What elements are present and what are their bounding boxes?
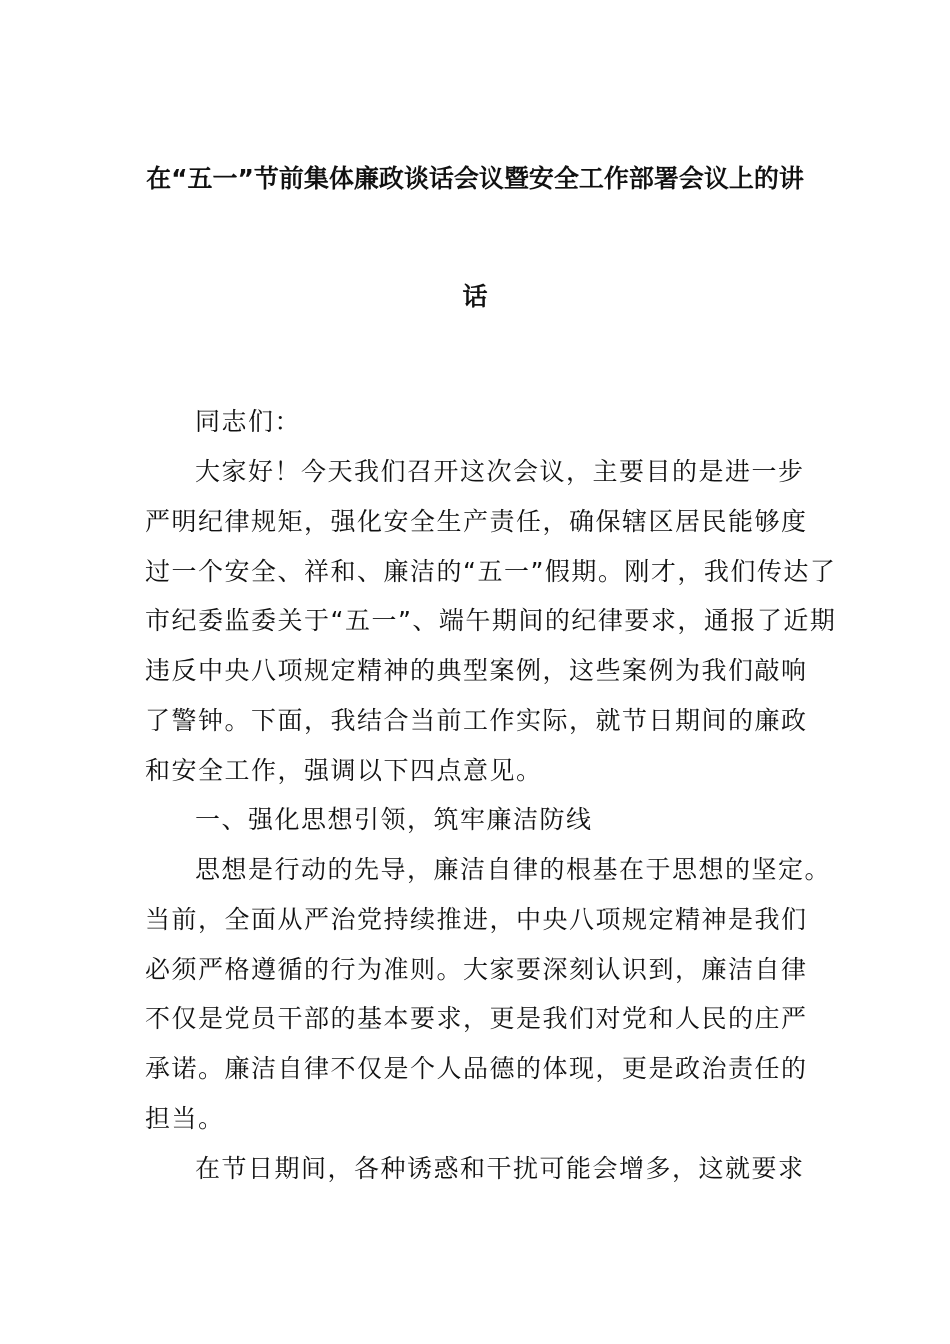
- body-line: 和安全工作，强调以下四点意见。: [145, 756, 543, 785]
- salutation: 同志们：: [195, 407, 302, 436]
- body-line: 当前，全面从严治党持续推进，中央八项规定精神是我们: [145, 905, 808, 934]
- body-line: 思想是行动的先导，廉洁自律的根基在于思想的坚定。: [195, 855, 832, 884]
- body-line: 担当。: [145, 1104, 225, 1133]
- body-line: 过一个安全、祥和、廉洁的“五一”假期。刚才，我们传达了: [145, 557, 837, 586]
- section-heading: 一、强化思想引领，筑牢廉洁防线: [195, 805, 593, 834]
- document-title-line-2: 话: [462, 282, 488, 311]
- body-line: 市纪委监委关于“五一”、端午期间的纪律要求，通报了近期: [145, 606, 837, 635]
- body-line: 不仅是党员干部的基本要求，更是我们对党和人民的庄严: [145, 1004, 808, 1033]
- body-line: 承诺。廉洁自律不仅是个人品德的体现，更是政治责任的: [145, 1054, 808, 1083]
- body-line: 在节日期间，各种诱惑和干扰可能会增多，这就要求: [195, 1154, 805, 1183]
- body-line: 大家好！今天我们召开这次会议，主要目的是进一步: [195, 457, 805, 486]
- body-line: 违反中央八项规定精神的典型案例，这些案例为我们敲响: [145, 656, 808, 685]
- document-title-line-1: 在“五一”节前集体廉政谈话会议暨安全工作部署会议上的讲: [146, 164, 804, 193]
- body-line: 了警钟。下面，我结合当前工作实际，就节日期间的廉政: [145, 706, 808, 735]
- body-line: 必须严格遵循的行为准则。大家要深刻认识到，廉洁自律: [145, 955, 808, 984]
- body-line: 严明纪律规矩，强化安全生产责任，确保辖区居民能够度: [145, 507, 808, 536]
